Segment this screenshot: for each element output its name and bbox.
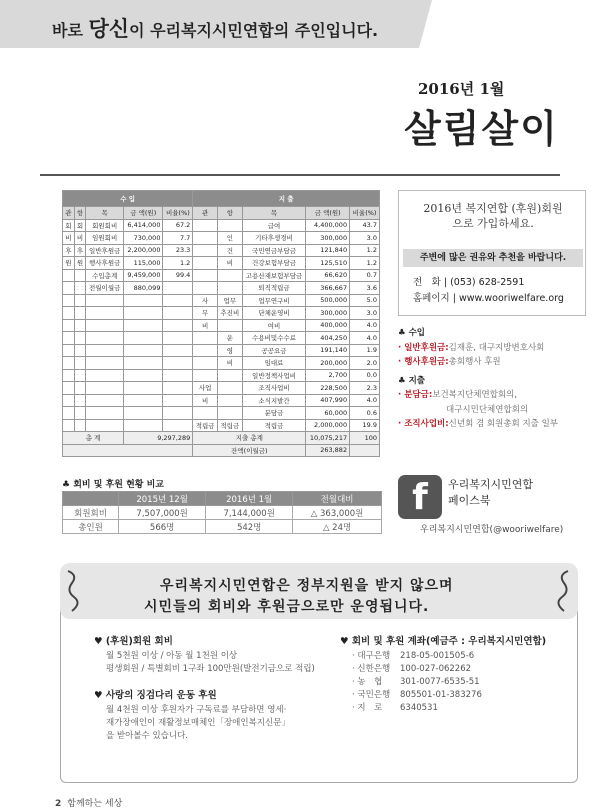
ledger-row <box>63 282 380 295</box>
expense-cell: 43.7 <box>350 219 380 232</box>
bank-accounts: ♥ 회비 및 후원 계좌(예금주 : 우리복지시민연합) · 대구은행 218-05-001505-6 · 신한은행 100-027-062262 · 농 협 301-0077-6535-51 · 국민은행 805501-01-383276 · 지 로 6340531 <box>340 635 580 715</box>
income-cell <box>74 307 86 320</box>
income-cell: 1.2 <box>163 257 193 270</box>
income-cell <box>163 357 193 370</box>
expense-cell: 3.0 <box>350 232 380 245</box>
income-cell: 115,000 <box>124 257 163 270</box>
income-cell: 후 <box>74 244 86 257</box>
income-cell <box>86 382 124 395</box>
expense-cell <box>193 282 218 295</box>
income-cell <box>74 332 86 345</box>
income-cell: 일반후원금 <box>86 244 124 257</box>
income-cell <box>124 407 163 420</box>
income-cell: 6,414,000 <box>124 219 163 232</box>
expense-cell: 적립금 <box>217 419 242 432</box>
support-section <box>50 563 588 783</box>
expense-cell: 인 <box>217 232 242 245</box>
income-cell <box>74 269 86 282</box>
ledger-row <box>63 419 380 432</box>
account-number: 218-05-001505-6 <box>400 651 475 661</box>
column-header: 목 <box>86 207 124 220</box>
slogan-line1: 우리복지시민연합은 정부지원을 받지 않으며 <box>160 578 454 594</box>
expense-cell: 급여 <box>242 219 306 232</box>
expense-total-pct: 100 <box>350 432 380 445</box>
income-cell <box>124 419 163 432</box>
income-cell <box>74 294 86 307</box>
expense-cell: 66,620 <box>306 269 350 282</box>
expense-cell: 400,000 <box>306 319 350 332</box>
page-number: 2 <box>55 799 62 809</box>
expense-total: 10,075,217 <box>306 432 350 445</box>
expense-cell: 일반정책사업비 <box>242 369 306 382</box>
column-header: 관 <box>193 207 218 220</box>
expense-cell <box>193 407 218 420</box>
expense-cell: 적립금 <box>193 419 218 432</box>
comparison-cell: 566명 <box>119 520 206 534</box>
expense-cell: 1.2 <box>350 244 380 257</box>
ledger-row <box>63 344 380 357</box>
income-cell <box>86 369 124 382</box>
income-cell <box>124 332 163 345</box>
page-footer <box>55 796 122 809</box>
income-cell <box>63 407 75 420</box>
expense-cell: 125,510 <box>306 257 350 270</box>
income-cell <box>74 344 86 357</box>
expense-cell: 영 <box>217 344 242 357</box>
expense-cell: 228,500 <box>306 382 350 395</box>
income-cell: 회원회비 <box>86 219 124 232</box>
income-cell: 임원회비 <box>86 232 124 245</box>
expense-cell: 여비 <box>242 319 306 332</box>
expense-header: 지 출 <box>193 191 380 207</box>
income-cell <box>74 282 86 295</box>
income-cell: 회 <box>74 219 86 232</box>
stepping-stone-info: ♥ 사랑의 징검다리 운동 후원 월 4천원 이상 후원자가 구독료를 부담하면 영세· 재가장애인이 재활정보매체인「장애인복지신문」 을 받아볼수 있습니다. <box>94 690 290 741</box>
income-cell: 회 <box>63 219 75 232</box>
expense-cell: 2.3 <box>350 382 380 395</box>
income-cell <box>63 419 75 432</box>
expense-cell: 2,000,000 <box>306 419 350 432</box>
comparison-cell: △ 24명 <box>293 520 382 534</box>
income-header: 수 입 <box>63 191 193 207</box>
expense-cell: 5.0 <box>350 294 380 307</box>
ledger-table <box>62 190 380 457</box>
comparison-title: ♣ 회비 및 후원 현황 비교 <box>62 480 164 490</box>
spiral-right-icon <box>548 565 572 615</box>
account-number: 6340531 <box>400 703 438 713</box>
expense-cell: 조직사업비 <box>242 382 306 395</box>
expense-cell <box>193 219 218 232</box>
comparison-row <box>63 506 382 520</box>
banner-slogan: 바로 당신이 우리복지시민연합의 주인입니다. <box>52 17 379 41</box>
column-header: 관 <box>63 207 75 220</box>
column-header: 항 <box>74 207 86 220</box>
expense-cell: 기타후생경비 <box>242 232 306 245</box>
income-cell <box>124 307 163 320</box>
page-title: 살림살이 <box>404 107 559 151</box>
facebook-icon: f <box>398 475 442 519</box>
income-cell: 9,459,000 <box>124 269 163 282</box>
expense-cell: 사 <box>193 294 218 307</box>
facebook-name: 우리복지시민연합 페이스북 <box>448 478 534 507</box>
income-cell <box>163 332 193 345</box>
expense-cell: 300,000 <box>306 307 350 320</box>
issue-date: 2016년 1월 <box>418 80 505 98</box>
income-cell <box>163 369 193 382</box>
ledger-row <box>63 294 380 307</box>
expense-cell <box>217 407 242 420</box>
income-cell: 99.4 <box>163 269 193 282</box>
income-cell <box>63 269 75 282</box>
expense-cell <box>193 232 218 245</box>
income-cell <box>86 332 124 345</box>
comparison-header: 2016년 1월 <box>206 492 293 506</box>
bank-name: · 지 로 <box>352 703 383 713</box>
income-cell <box>74 382 86 395</box>
expense-cell <box>217 269 242 282</box>
comparison-cell: 회원회비 <box>63 506 119 520</box>
ledger-row <box>63 332 380 345</box>
promo-contact <box>413 275 564 307</box>
ledger-row <box>63 232 380 245</box>
bank-account-row <box>352 663 580 676</box>
promo-phone: 전 화 | (053) 628-2591 <box>413 277 525 288</box>
expense-cell: 분담금 <box>242 407 306 420</box>
income-cell <box>74 369 86 382</box>
expense-cell <box>193 244 218 257</box>
income-cell: 2,200,000 <box>124 244 163 257</box>
expense-cell: 4.0 <box>350 332 380 345</box>
expense-cell: 3.6 <box>350 282 380 295</box>
income-cell <box>74 419 86 432</box>
income-cell <box>86 407 124 420</box>
income-cell <box>86 394 124 407</box>
ledger-row <box>63 394 380 407</box>
bank-account-row <box>352 650 580 663</box>
expense-cell: 200,000 <box>306 357 350 370</box>
expense-cell: 407,990 <box>306 394 350 407</box>
bank-account-row <box>352 702 580 715</box>
income-cell: 23.3 <box>163 244 193 257</box>
facebook-handle: 우리복지시민연합(@wooriwelfare) <box>420 525 564 535</box>
expense-cell: 4.0 <box>350 394 380 407</box>
income-cell: 전월이월금 <box>86 282 124 295</box>
account-number: 100-027-062262 <box>400 664 472 674</box>
ledger-row <box>63 369 380 382</box>
income-cell <box>63 282 75 295</box>
expense-cell: 19.9 <box>350 419 380 432</box>
expense-cell: 4,400,000 <box>306 219 350 232</box>
income-cell <box>74 319 86 332</box>
income-cell <box>163 407 193 420</box>
comparison-header: 2015년 12월 <box>119 492 206 506</box>
expense-cell: 비 <box>217 357 242 370</box>
expense-cell: 단체운영비 <box>242 307 306 320</box>
balance-label: 잔액(이월금) <box>193 444 306 457</box>
income-cell <box>74 407 86 420</box>
income-cell <box>74 357 86 370</box>
income-cell <box>86 419 124 432</box>
comparison-cell: 542명 <box>206 520 293 534</box>
bank-name: · 농 협 <box>352 677 383 687</box>
expense-cell: 500,000 <box>306 294 350 307</box>
ledger-row <box>63 319 380 332</box>
income-cell <box>63 307 75 320</box>
expense-cell: 소식지발간 <box>242 394 306 407</box>
expense-cell <box>217 319 242 332</box>
income-cell <box>63 319 75 332</box>
income-cell: 7.7 <box>163 232 193 245</box>
income-cell: 행사후원금 <box>86 257 124 270</box>
income-cell <box>63 369 75 382</box>
account-number: 805501-01-383276 <box>400 690 482 700</box>
column-header: 목 <box>242 207 306 220</box>
spiral-left-icon <box>64 565 88 615</box>
expense-cell: 수용비및수수료 <box>242 332 306 345</box>
income-cell <box>124 369 163 382</box>
expense-cell: 공공요금 <box>242 344 306 357</box>
income-cell <box>63 382 75 395</box>
expense-cell <box>193 357 218 370</box>
expense-cell: 무 <box>193 307 218 320</box>
income-cell <box>163 419 193 432</box>
expense-cell: 1.2 <box>350 257 380 270</box>
expense-cell <box>217 219 242 232</box>
expense-cell: 0.6 <box>350 407 380 420</box>
income-cell: 730,000 <box>124 232 163 245</box>
expense-cell: 건강보험부담금 <box>242 257 306 270</box>
expense-cell: 300,000 <box>306 232 350 245</box>
expense-cell: 3.0 <box>350 307 380 320</box>
income-cell: 수입총계 <box>86 269 124 282</box>
income-total-label: 총 계 <box>63 432 124 445</box>
expense-cell <box>193 369 218 382</box>
promo-handwriting: 2016년 복지연합 (후원)회원 으로 가입하세요. <box>423 202 563 230</box>
expense-cell <box>193 269 218 282</box>
expense-total-label: 지출 총계 <box>193 432 306 445</box>
publication-name: 함께하는 세상 <box>67 799 123 809</box>
ledger-row <box>63 244 380 257</box>
expense-cell: 60,000 <box>306 407 350 420</box>
expense-cell: 0.7 <box>350 269 380 282</box>
expense-cell: 업무연구비 <box>242 294 306 307</box>
divider <box>40 174 560 176</box>
income-cell <box>63 294 75 307</box>
promo-homepage[interactable]: 홈페이지 | www.wooriwelfare.org <box>413 293 564 304</box>
income-cell <box>163 382 193 395</box>
comparison-cell: 7,507,000원 <box>119 506 206 520</box>
income-cell <box>86 344 124 357</box>
expense-cell: 121,840 <box>306 244 350 257</box>
comparison-cell: 총인원 <box>63 520 119 534</box>
bank-account-row <box>352 689 580 702</box>
expense-cell: 퇴직적립금 <box>242 282 306 295</box>
income-cell <box>124 344 163 357</box>
ledger-row <box>63 357 380 370</box>
column-header: 금 액(원) <box>306 207 350 220</box>
ledger-row <box>63 407 380 420</box>
income-cell <box>163 307 193 320</box>
ledger-row <box>63 382 380 395</box>
income-cell <box>124 319 163 332</box>
column-header: 비율(%) <box>163 207 193 220</box>
expense-cell: 404,250 <box>306 332 350 345</box>
income-total: 9,297,289 <box>124 432 193 445</box>
expense-cell: 366,667 <box>306 282 350 295</box>
income-cell <box>163 282 193 295</box>
comparison-header: 전월대비 <box>293 492 382 506</box>
expense-cell: 업무 <box>217 294 242 307</box>
expense-cell <box>217 382 242 395</box>
income-cell <box>124 357 163 370</box>
expense-cell: 비 <box>193 394 218 407</box>
facebook-block[interactable] <box>398 475 594 539</box>
slogan-line2: 시민들의 회비와 후원금으로만 운영됩니다. <box>144 599 430 615</box>
bank-name: · 대구은행 <box>352 651 391 661</box>
expense-cell: 0.0 <box>350 369 380 382</box>
ledger-row <box>63 269 380 282</box>
expense-cell: 191,140 <box>306 344 350 357</box>
expense-cell: 고용산재보험부담금 <box>242 269 306 282</box>
comparison-row <box>63 520 382 534</box>
income-cell <box>86 307 124 320</box>
income-cell <box>163 319 193 332</box>
expense-cell: 추진비 <box>217 307 242 320</box>
column-header: 비율(%) <box>350 207 380 220</box>
expense-cell <box>193 257 218 270</box>
income-cell <box>63 344 75 357</box>
expense-cell <box>217 282 242 295</box>
bank-name: · 국민은행 <box>352 690 391 700</box>
expense-cell: 운 <box>217 332 242 345</box>
income-cell: 후 <box>63 244 75 257</box>
income-cell <box>163 344 193 357</box>
promo-recommend: 주변에 많은 권유와 추천을 바랍니다. <box>403 249 583 267</box>
income-cell <box>124 294 163 307</box>
comparison-table <box>62 491 382 534</box>
column-header: 금 액(원) <box>124 207 163 220</box>
income-cell <box>63 332 75 345</box>
expense-cell: 4.0 <box>350 319 380 332</box>
comparison-cell: 7,144,000원 <box>206 506 293 520</box>
expense-cell: 사업 <box>193 382 218 395</box>
income-cell <box>86 294 124 307</box>
expense-cell: 임대료 <box>242 357 306 370</box>
ledger-row <box>63 307 380 320</box>
income-cell <box>86 319 124 332</box>
bank-name: · 신한은행 <box>352 664 391 674</box>
expense-cell: 건 <box>217 244 242 257</box>
income-cell <box>163 294 193 307</box>
expense-cell: 비 <box>193 319 218 332</box>
income-cell <box>63 394 75 407</box>
income-cell <box>124 394 163 407</box>
expense-cell: 적립금 <box>242 419 306 432</box>
expense-cell <box>193 344 218 357</box>
balance: 263,882 <box>306 444 350 457</box>
expense-cell <box>217 369 242 382</box>
income-cell: 비 <box>63 232 75 245</box>
expense-cell: 1.9 <box>350 344 380 357</box>
income-cell <box>74 394 86 407</box>
expense-cell: 2.0 <box>350 357 380 370</box>
income-cell: 880,099 <box>124 282 163 295</box>
expense-cell <box>193 332 218 345</box>
membership-fee-info: ♥ (후원)회원 회비 월 5천원 이상 / 아동 월 1천원 이상 평생회원 / 특별회비 1구좌 100만원(발전기금으로 적립) <box>94 636 315 674</box>
income-cell <box>163 394 193 407</box>
income-cell <box>63 357 75 370</box>
income-cell: 원 <box>63 257 75 270</box>
expense-cell <box>217 394 242 407</box>
expense-cell: 비 <box>217 257 242 270</box>
expense-cell: 2,700 <box>306 369 350 382</box>
income-cell <box>86 357 124 370</box>
ledger-row <box>63 219 380 232</box>
ledger-notes: ♣ 수입 · 일반후원금:김재훈, 대구지방변호사회 · 행사후원금:총회행사 후원 ♣ 지출 · 분담금:보건복지단체연합회의, 대구시민단체연합회의 · 조직사업비:신년회 겸 회원총회 지출 일부 <box>398 328 558 429</box>
bank-account-row <box>352 676 580 689</box>
comparison-cell: △ 363,000원 <box>293 506 382 520</box>
income-cell <box>124 382 163 395</box>
column-header: 항 <box>217 207 242 220</box>
membership-promo <box>398 190 586 316</box>
expense-cell: 국민연금부담금 <box>242 244 306 257</box>
income-cell: 67.2 <box>163 219 193 232</box>
comparison-header <box>63 492 119 506</box>
ledger-row <box>63 257 380 270</box>
account-number: 301-0077-6535-51 <box>400 677 480 687</box>
income-cell: 원 <box>74 257 86 270</box>
income-cell: 비 <box>74 232 86 245</box>
